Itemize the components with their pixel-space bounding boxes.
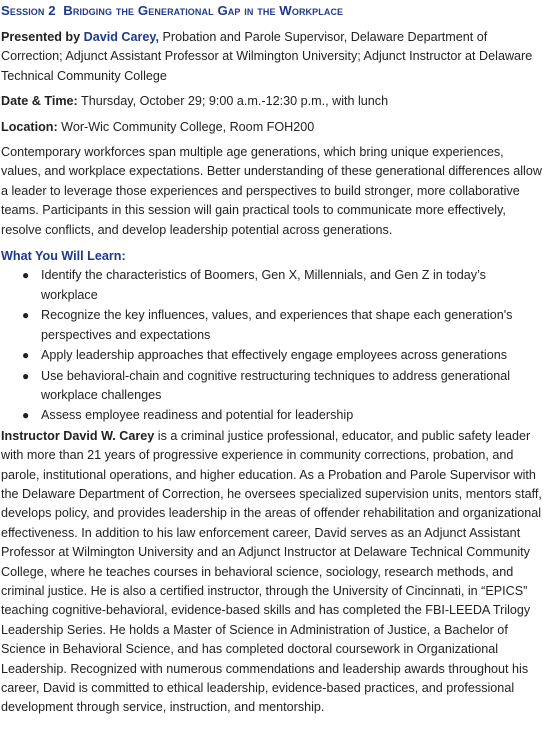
learn-list	[1, 266, 543, 425]
list-item-text: Apply leadership approaches that effectively engage employees across generations	[41, 348, 508, 363]
presenter-details: Probation and Parole Supervisor, Delaware Department of Correction; Adjunct Assistant Professor at Wilmington University; Adjunct Instructor at Delaware Technical Community College	[1, 30, 533, 83]
location-line	[1, 118, 543, 137]
session-number: Session 2	[1, 3, 56, 18]
bullet-icon: ●	[22, 408, 30, 423]
list-item	[22, 346, 543, 365]
list-item	[22, 266, 543, 305]
list-item-text: Recognize the key influences, values, and experiences that shape each generation's perspectives and expectations	[41, 308, 513, 342]
list-item	[22, 367, 543, 406]
document-page	[0, 2, 547, 742]
list-item-text: Use behavioral-chain and cognitive restructuring techniques to address generational workplace challenges	[41, 368, 511, 402]
list-item-text: Assess employee readiness and potential for leadership	[41, 408, 354, 423]
date-time-line	[1, 92, 543, 111]
session-description: Contemporary workforces span multiple age generations, which bring unique experiences, values, and workplace expectations. Better understanding of these generational differences allow a leader to leverage those experiences and perspectives to build stronger, more collaborative teams. Participants in this session will gain practical tools to communicate more effectively, resolve conflicts, and develop leadership potential across generations.	[1, 145, 542, 237]
instructor-bio	[1, 427, 543, 718]
bullet-icon: ●	[22, 368, 30, 383]
bullet-icon: ●	[22, 268, 30, 283]
instructor-bio-text: is a criminal justice professional, educator, and public safety leader with more than 21 years of progressive experience in community corrections, probation, and parole, institutional operations, and higher education. As a Probation and Parole Supervisor with the Delaware Department of Correction, he oversees specialized supervision units, mentors staff, develops policy, and provides leadership in the areas of offender rehabilitation and organizational effectiveness. In addition to his law enforcement career, David serves as an Adjunct Assistant Professor at Wilmington University and an Adjunct Instructor at Delaware Technical Community College, where he teaches courses in behavioral science, sociology, research methods, and criminal justice. He is also a certified instructor, through the University of Cincinnati, in “EPICS” teaching cognitive-behavioral, evidence-based skills and has completed the FBI-LEEDA Trilogy Leadership Series. He holds a Master of Science in Administration of Justice, a Bachelor of Science in Behavioral Science, and has completed doctoral coursework in Organizational Leadership. Recognized with numerous commendations and leadership awards throughout his career, David is committed to ethical leadership, evidence-based practices, and professional development through service, instruction, and mentorship.	[1, 428, 542, 715]
bullet-icon: ●	[22, 348, 30, 363]
presenter-name: David Carey,	[83, 30, 159, 44]
location-value: Wor-Wic Community College, Room FOH200	[61, 119, 315, 134]
instructor-label: Instructor David W. Carey	[1, 428, 155, 443]
list-item	[22, 406, 543, 425]
session-name: Bridging the Generational Gap in the Workplace	[63, 3, 344, 18]
presenter-label: Presented by	[1, 30, 81, 44]
list-item-text: Identify the characteristics of Boomers, Gen X, Millennials, and Gen Z in today’s workplace	[41, 268, 486, 302]
list-item	[22, 306, 543, 345]
location-label: Location:	[1, 119, 58, 134]
session-title	[1, 2, 543, 20]
date-time-label: Date & Time:	[1, 94, 78, 109]
bullet-icon: ●	[22, 308, 30, 323]
learn-heading: What You Will Learn:	[1, 249, 126, 264]
date-time-value: Thursday, October 29; 9:00 a.m.-12:30 p.m., with lunch	[81, 94, 389, 109]
presenter-line	[1, 28, 543, 86]
